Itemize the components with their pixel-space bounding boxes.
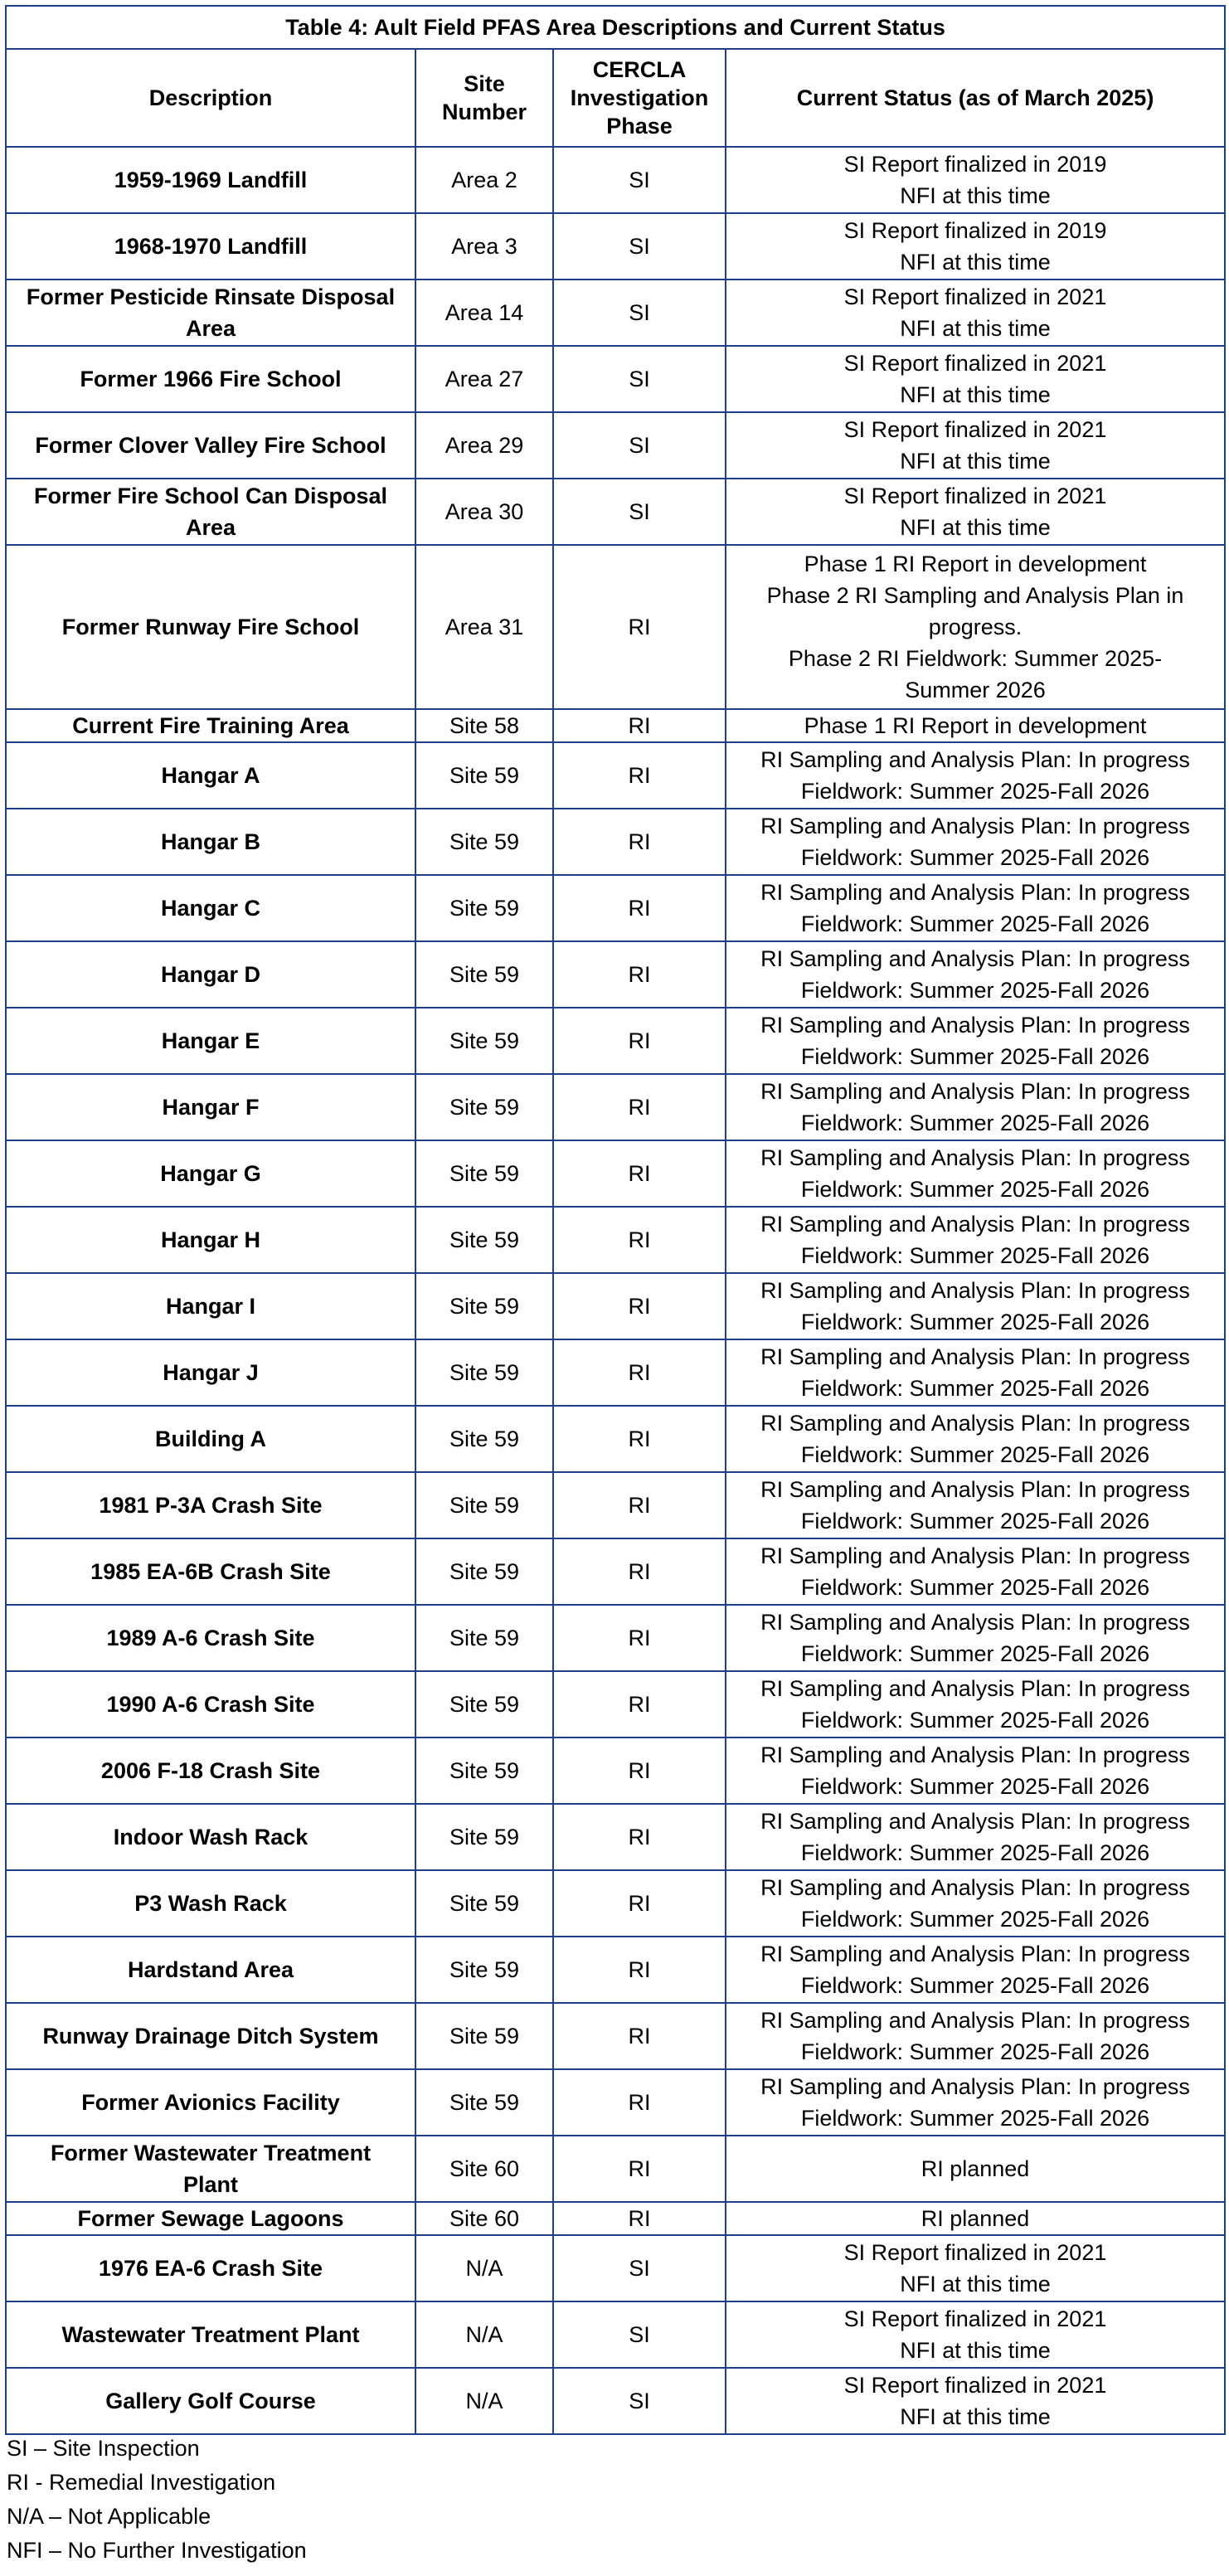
site-number-cell: Site 59 xyxy=(415,941,553,1008)
status-cell: RI planned xyxy=(726,2202,1225,2235)
status-cell: SI Report finalized in 2021 NFI at this time xyxy=(726,2235,1225,2301)
status-cell: RI Sampling and Analysis Plan: In progress Fieldwork: Summer 2025-Fall 2026 xyxy=(726,1671,1225,1738)
table-row xyxy=(6,545,1225,709)
header-site-number: Site Number xyxy=(415,49,553,147)
phase-cell: RI xyxy=(553,709,726,742)
phase-cell: RI xyxy=(553,1339,726,1406)
phase-cell: RI xyxy=(553,809,726,875)
description-cell: Former Clover Valley Fire School xyxy=(6,412,415,479)
description-cell: Former Wastewater Treatment Plant xyxy=(6,2136,415,2202)
site-number-cell: Area 27 xyxy=(415,346,553,412)
description-cell: Hangar J xyxy=(6,1339,415,1406)
phase-cell: RI xyxy=(553,1605,726,1671)
table-row xyxy=(6,2235,1225,2301)
site-number-cell: N/A xyxy=(415,2235,553,2301)
status-cell: RI planned xyxy=(726,2136,1225,2202)
site-number-cell: Site 59 xyxy=(415,1738,553,1804)
status-cell: RI Sampling and Analysis Plan: In progress Fieldwork: Summer 2025-Fall 2026 xyxy=(726,1273,1225,1339)
table-row xyxy=(6,2003,1225,2069)
phase-cell: RI xyxy=(553,2136,726,2202)
status-cell: RI Sampling and Analysis Plan: In progress Fieldwork: Summer 2025-Fall 2026 xyxy=(726,742,1225,809)
site-number-cell: Site 59 xyxy=(415,1605,553,1671)
status-cell: RI Sampling and Analysis Plan: In progress Fieldwork: Summer 2025-Fall 2026 xyxy=(726,1207,1225,1273)
table-row xyxy=(6,1804,1225,1870)
status-cell: RI Sampling and Analysis Plan: In progress Fieldwork: Summer 2025-Fall 2026 xyxy=(726,1472,1225,1538)
table-row xyxy=(6,1738,1225,1804)
description-cell: 1985 EA-6B Crash Site xyxy=(6,1538,415,1605)
status-cell: RI Sampling and Analysis Plan: In progress Fieldwork: Summer 2025-Fall 2026 xyxy=(726,1538,1225,1605)
phase-cell: RI xyxy=(553,1406,726,1472)
description-cell: Hangar I xyxy=(6,1273,415,1339)
table-row xyxy=(6,1671,1225,1738)
description-cell: Hangar E xyxy=(6,1008,415,1074)
status-cell: Phase 1 RI Report in development xyxy=(726,709,1225,742)
table-row xyxy=(6,2069,1225,2136)
table-row xyxy=(6,213,1225,279)
description-cell: 1981 P-3A Crash Site xyxy=(6,1472,415,1538)
phase-cell: RI xyxy=(553,1870,726,1937)
status-cell: RI Sampling and Analysis Plan: In progress Fieldwork: Summer 2025-Fall 2026 xyxy=(726,1008,1225,1074)
phase-cell: RI xyxy=(553,1538,726,1605)
phase-cell: RI xyxy=(553,1472,726,1538)
phase-cell: SI xyxy=(553,279,726,346)
site-number-cell: Area 3 xyxy=(415,213,553,279)
phase-cell: RI xyxy=(553,2003,726,2069)
table-row xyxy=(6,1008,1225,1074)
site-number-cell: Area 14 xyxy=(415,279,553,346)
table-row xyxy=(6,1140,1225,1207)
description-cell: 1968-1970 Landfill xyxy=(6,213,415,279)
table-caption: Table 4: Ault Field PFAS Area Descriptions and Current Status xyxy=(6,6,1225,49)
description-cell: 1976 EA-6 Crash Site xyxy=(6,2235,415,2301)
phase-cell: RI xyxy=(553,1738,726,1804)
description-cell: Runway Drainage Ditch System xyxy=(6,2003,415,2069)
status-cell: SI Report finalized in 2021 NFI at this time xyxy=(726,346,1225,412)
phase-cell: RI xyxy=(553,941,726,1008)
note-na: N/A – Not Applicable xyxy=(7,2504,211,2529)
description-cell: Hangar F xyxy=(6,1074,415,1140)
phase-cell: RI xyxy=(553,2202,726,2235)
description-cell: Wastewater Treatment Plant xyxy=(6,2301,415,2368)
header-status: Current Status (as of March 2025) xyxy=(726,49,1225,147)
site-number-cell: Area 31 xyxy=(415,545,553,709)
table-row xyxy=(6,412,1225,479)
site-number-cell: Site 59 xyxy=(415,1472,553,1538)
table-row xyxy=(6,1472,1225,1538)
description-cell: Hardstand Area xyxy=(6,1937,415,2003)
status-cell: SI Report finalized in 2021 NFI at this time xyxy=(726,2301,1225,2368)
site-number-cell: Site 59 xyxy=(415,2069,553,2136)
header-phase: CERCLA Investigation Phase xyxy=(553,49,726,147)
table-row xyxy=(6,1207,1225,1273)
abbreviation-notes xyxy=(7,2432,307,2568)
status-cell: RI Sampling and Analysis Plan: In progress Fieldwork: Summer 2025-Fall 2026 xyxy=(726,1870,1225,1937)
table-row xyxy=(6,479,1225,545)
description-cell: 1959-1969 Landfill xyxy=(6,147,415,213)
phase-cell: SI xyxy=(553,346,726,412)
description-cell: Former Fire School Can Disposal Area xyxy=(6,479,415,545)
header-description: Description xyxy=(6,49,415,147)
header-row xyxy=(6,49,1225,147)
table-row xyxy=(6,1937,1225,2003)
table-row xyxy=(6,2136,1225,2202)
phase-cell: RI xyxy=(553,1273,726,1339)
status-cell: RI Sampling and Analysis Plan: In progress Fieldwork: Summer 2025-Fall 2026 xyxy=(726,1406,1225,1472)
description-cell: Former Pesticide Rinsate Disposal Area xyxy=(6,279,415,346)
site-number-cell: Site 59 xyxy=(415,1937,553,2003)
table-row xyxy=(6,875,1225,941)
site-number-cell: Area 30 xyxy=(415,479,553,545)
phase-cell: RI xyxy=(553,1140,726,1207)
phase-cell: RI xyxy=(553,742,726,809)
site-number-cell: Area 2 xyxy=(415,147,553,213)
phase-cell: SI xyxy=(553,2301,726,2368)
table-row xyxy=(6,1538,1225,1605)
site-number-cell: Site 59 xyxy=(415,1870,553,1937)
site-number-cell: Site 59 xyxy=(415,1538,553,1605)
status-cell: RI Sampling and Analysis Plan: In progress Fieldwork: Summer 2025-Fall 2026 xyxy=(726,1605,1225,1671)
description-cell: Hangar G xyxy=(6,1140,415,1207)
site-number-cell: Site 59 xyxy=(415,1140,553,1207)
table-row xyxy=(6,2202,1225,2235)
table-row xyxy=(6,279,1225,346)
table-row xyxy=(6,1406,1225,1472)
phase-cell: RI xyxy=(553,1671,726,1738)
site-number-cell: Site 59 xyxy=(415,1074,553,1140)
table-row xyxy=(6,941,1225,1008)
table-row xyxy=(6,346,1225,412)
description-cell: P3 Wash Rack xyxy=(6,1870,415,1937)
description-cell: Indoor Wash Rack xyxy=(6,1804,415,1870)
description-cell: Hangar C xyxy=(6,875,415,941)
status-cell: RI Sampling and Analysis Plan: In progress Fieldwork: Summer 2025-Fall 2026 xyxy=(726,809,1225,875)
status-cell: Phase 1 RI Report in development Phase 2 RI Sampling and Analysis Plan in progress. Phase 2 RI Fieldwork: Summer 2025- Summer 2026 xyxy=(726,545,1225,709)
site-number-cell: Site 59 xyxy=(415,1008,553,1074)
phase-cell: SI xyxy=(553,2235,726,2301)
description-cell: 2006 F-18 Crash Site xyxy=(6,1738,415,1804)
phase-cell: RI xyxy=(553,1008,726,1074)
site-number-cell: N/A xyxy=(415,2301,553,2368)
description-cell: Hangar A xyxy=(6,742,415,809)
table-row xyxy=(6,1605,1225,1671)
description-cell: Current Fire Training Area xyxy=(6,709,415,742)
table-row xyxy=(6,1339,1225,1406)
table-row xyxy=(6,709,1225,742)
site-number-cell: Site 58 xyxy=(415,709,553,742)
site-number-cell: Site 59 xyxy=(415,1671,553,1738)
note-nfi: NFI – No Further Investigation xyxy=(7,2538,307,2563)
status-table xyxy=(5,5,1226,2435)
description-cell: Hangar D xyxy=(6,941,415,1008)
status-cell: RI Sampling and Analysis Plan: In progress Fieldwork: Summer 2025-Fall 2026 xyxy=(726,1804,1225,1870)
phase-cell: RI xyxy=(553,1207,726,1273)
description-cell: Gallery Golf Course xyxy=(6,2368,415,2434)
table-row xyxy=(6,2368,1225,2434)
table-row xyxy=(6,1273,1225,1339)
description-cell: Former 1966 Fire School xyxy=(6,346,415,412)
phase-cell: RI xyxy=(553,875,726,941)
status-cell: SI Report finalized in 2019 NFI at this time xyxy=(726,213,1225,279)
status-cell: RI Sampling and Analysis Plan: In progress Fieldwork: Summer 2025-Fall 2026 xyxy=(726,941,1225,1008)
table-row xyxy=(6,742,1225,809)
site-number-cell: Site 59 xyxy=(415,1339,553,1406)
site-number-cell: Site 60 xyxy=(415,2202,553,2235)
note-ri: RI - Remedial Investigation xyxy=(7,2470,276,2495)
table-row xyxy=(6,1074,1225,1140)
site-number-cell: Site 59 xyxy=(415,1406,553,1472)
status-cell: RI Sampling and Analysis Plan: In progress Fieldwork: Summer 2025-Fall 2026 xyxy=(726,875,1225,941)
site-number-cell: Site 59 xyxy=(415,742,553,809)
site-number-cell: Site 59 xyxy=(415,809,553,875)
status-cell: RI Sampling and Analysis Plan: In progress Fieldwork: Summer 2025-Fall 2026 xyxy=(726,1738,1225,1804)
phase-cell: RI xyxy=(553,1074,726,1140)
status-cell: RI Sampling and Analysis Plan: In progress Fieldwork: Summer 2025-Fall 2026 xyxy=(726,1937,1225,2003)
phase-cell: RI xyxy=(553,545,726,709)
phase-cell: RI xyxy=(553,1804,726,1870)
phase-cell: SI xyxy=(553,213,726,279)
status-cell: SI Report finalized in 2019 NFI at this time xyxy=(726,147,1225,213)
table-row xyxy=(6,2301,1225,2368)
phase-cell: SI xyxy=(553,412,726,479)
phase-cell: SI xyxy=(553,147,726,213)
phase-cell: SI xyxy=(553,2368,726,2434)
status-cell: RI Sampling and Analysis Plan: In progress Fieldwork: Summer 2025-Fall 2026 xyxy=(726,1140,1225,1207)
description-cell: Former Runway Fire School xyxy=(6,545,415,709)
description-cell: Hangar H xyxy=(6,1207,415,1273)
phase-cell: RI xyxy=(553,2069,726,2136)
description-cell: Building A xyxy=(6,1406,415,1472)
site-number-cell: Site 60 xyxy=(415,2136,553,2202)
status-cell: RI Sampling and Analysis Plan: In progress Fieldwork: Summer 2025-Fall 2026 xyxy=(726,1074,1225,1140)
site-number-cell: Area 29 xyxy=(415,412,553,479)
description-cell: Former Sewage Lagoons xyxy=(6,2202,415,2235)
status-cell: SI Report finalized in 2021 NFI at this time xyxy=(726,2368,1225,2434)
site-number-cell: N/A xyxy=(415,2368,553,2434)
status-cell: RI Sampling and Analysis Plan: In progress Fieldwork: Summer 2025-Fall 2026 xyxy=(726,2069,1225,2136)
status-cell: RI Sampling and Analysis Plan: In progress Fieldwork: Summer 2025-Fall 2026 xyxy=(726,1339,1225,1406)
note-si: SI – Site Inspection xyxy=(7,2436,200,2461)
site-number-cell: Site 59 xyxy=(415,875,553,941)
table-row xyxy=(6,1870,1225,1937)
phase-cell: RI xyxy=(553,1937,726,2003)
status-cell: SI Report finalized in 2021 NFI at this time xyxy=(726,479,1225,545)
table-row xyxy=(6,809,1225,875)
site-number-cell: Site 59 xyxy=(415,2003,553,2069)
site-number-cell: Site 59 xyxy=(415,1804,553,1870)
status-cell: SI Report finalized in 2021 NFI at this time xyxy=(726,279,1225,346)
status-cell: RI Sampling and Analysis Plan: In progress Fieldwork: Summer 2025-Fall 2026 xyxy=(726,2003,1225,2069)
description-cell: 1989 A-6 Crash Site xyxy=(6,1605,415,1671)
table-row xyxy=(6,147,1225,213)
table-body xyxy=(6,147,1225,2434)
site-number-cell: Site 59 xyxy=(415,1207,553,1273)
description-cell: 1990 A-6 Crash Site xyxy=(6,1671,415,1738)
description-cell: Former Avionics Facility xyxy=(6,2069,415,2136)
description-cell: Hangar B xyxy=(6,809,415,875)
phase-cell: SI xyxy=(553,479,726,545)
status-cell: SI Report finalized in 2021 NFI at this time xyxy=(726,412,1225,479)
site-number-cell: Site 59 xyxy=(415,1273,553,1339)
